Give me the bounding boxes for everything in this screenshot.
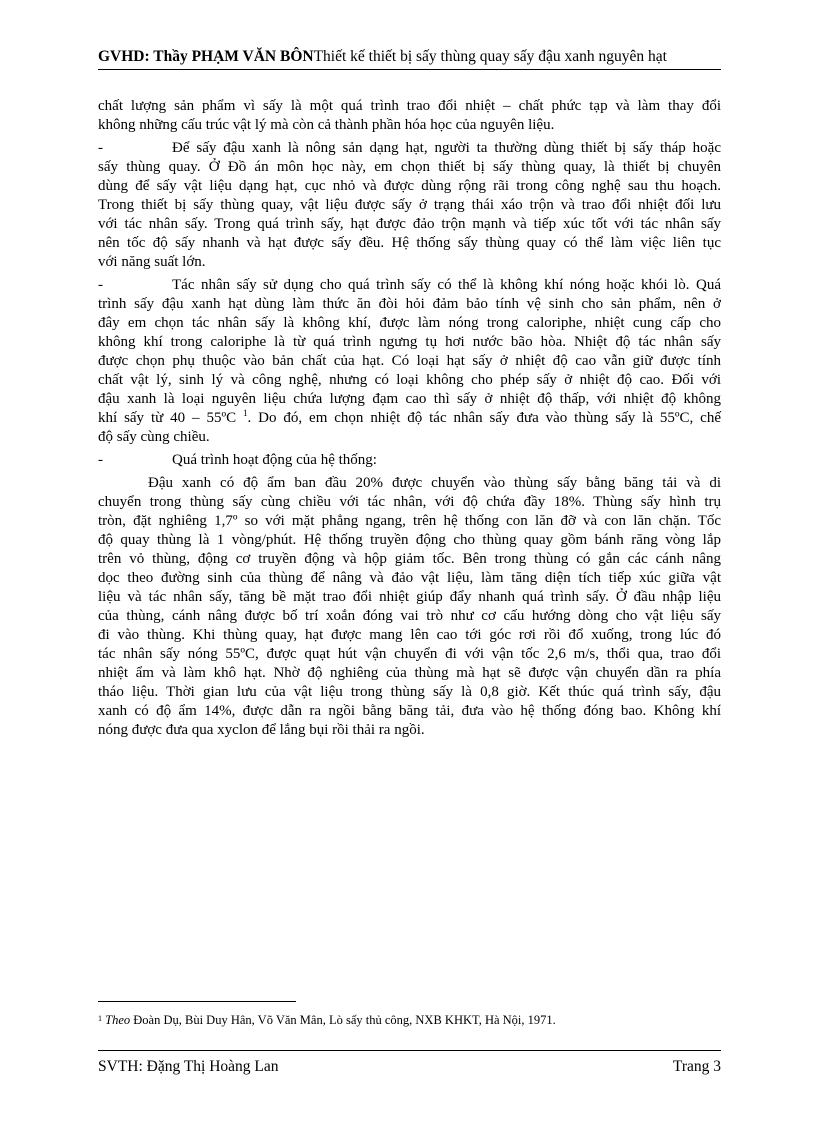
text-line: sấy thùng quay. Ở Đồ án môn học này, em chọn thiết bị sấy thùng quay, là thiết bị chuyên [98, 159, 721, 175]
text-line: của thùng, cánh nâng được bố trí xoắn đóng vai trò như cơ cấu hướng dòng cho vật liệu sấy [98, 608, 721, 624]
text-line: chuyển trong thùng sấy cùng chiều với tác nhân, với độ chứa đầy 18%. Thùng sấy hình trụ [98, 494, 721, 510]
text-line: đậu xanh là loại nguyên liệu chứa lượng đạm cao thì sấy ở nhiệt độ thấp, với nhiệt độ không [98, 391, 721, 407]
text-line: nhiệt ẩm và làm khô hạt. Nhờ độ nghiêng của thùng mà hạt sẽ được vận chuyển dần ra phía [98, 665, 721, 681]
text-line: không khí trong caloriphe là từ quá trình ngưng tụ hơi nước bão hòa. Nhiệt độ tác nhân sấy [98, 334, 721, 350]
page-footer [98, 1058, 721, 1076]
text-line: chất lượng sản phẩm vì sấy là một quá trình trao đổi nhiệt – chất phức tạp và làm thay đổi [98, 98, 721, 114]
document-body [98, 97, 721, 744]
header-supervisor: GVHD: Thầy PHẠM VĂN BÔN [98, 48, 314, 65]
text-line: dùng để sấy vật liệu dạng hạt, cục nhỏ và được dùng rộng rãi trong công nghệ sau thu hoạch. [98, 178, 721, 194]
text-line: không những cấu trúc vật lý mà còn cả thành phần hóa học của nguyên liệu. [98, 117, 555, 133]
paragraph-operation-heading [98, 451, 721, 470]
text-line: với năng suất lớn. [98, 254, 206, 270]
text-line: khí sấy từ 40 – 55ºC $^1$. Do đó, em chọn nhiệt độ tác nhân sấy đưa vào thùng sấy là 55ºC, chế [98, 408, 721, 426]
paragraph-intro [98, 97, 721, 135]
text-line: dọc theo đường sinh của thùng để nâng và đảo vật liệu, làm tăng diện tích tiếp xúc giữa vật [98, 570, 721, 586]
text-line: đi vào thùng. Khi thùng quay, hạt được mang lên cao tới góc rơi rồi đổ xuống, trong lúc đó [98, 627, 721, 643]
text-line: đây em chọn tác nhân sấy là không khí, được làm nóng trong caloriphe, nhiệt cung cấp cho [98, 315, 721, 331]
header-title: Thiết kế thiết bị sấy thùng quay sấy đậu xanh nguyên hạt [313, 48, 667, 65]
text-line: xanh có độ ẩm 14%, được dẫn ra ngồi bằng băng tải, đưa vào hệ thống đóng bao. Không khí [98, 703, 721, 719]
footer-student: SVTH: Đặng Thị Hoàng Lan [98, 1058, 279, 1075]
text-line: tròn, đặt nghiêng 1,7º so với mặt phẳng ngang, trên hệ thống con lăn đỡ và con lăn chặn. Tốc [98, 513, 721, 529]
text-line: độ sấy cùng chiều. [98, 429, 210, 445]
text-line: Quá trình hoạt động của hệ thống: [172, 452, 377, 468]
footnote-separator [98, 1001, 296, 1002]
paragraph-operation [98, 474, 721, 740]
footnote: $^1$ Theo Đoàn Dụ, Bùi Duy Hân, Võ Văn Mân, Lò sấy thủ công, NXB KHKT, Hà Nội, 1971. [98, 1013, 556, 1027]
text-line: trên vỏ thùng, động cơ truyền động và hộp giảm tốc. Bên trong thùng có gắn các cánh nâng [98, 551, 721, 567]
text-line: với tác nhân sấy. Trong quá trình sấy, hạt được đảo trộn mạnh và tiếp xúc tốt với tác nhân sấy [98, 216, 721, 232]
footer-separator [98, 1050, 721, 1051]
text-line: được chọn phụ thuộc vào bản chất của hạt. Có loại hạt sấy ở nhiệt độ cao vẫn giữ được tính [98, 353, 721, 369]
text-line: độ quay thùng là 1 vòng/phút. Hệ thống truyền động cho thùng quay gồm bánh răng vòng lắp [98, 532, 721, 548]
page-number: Trang 3 [672, 1058, 721, 1075]
text-line: Trong thiết bị sấy thùng quay, vật liệu được sấy ở trạng thái xáo trộn và trao đổi nhiệt đối lưu [98, 197, 721, 213]
text-line: tháo liệu. Thời gian lưu của vật liệu trong thùng sấy là 0,8 giờ. Kết thúc quá trình sấy, đậu [98, 684, 721, 700]
text-line: chất vật lý, sinh lý và công nghệ, nhưng có loại không cho phép sấy ở nhiệt độ cao. Đối với [98, 372, 721, 388]
text-line: Đậu xanh có độ ẩm ban đầu 20% được chuyển vào thùng sấy bằng băng tải và di [148, 475, 721, 491]
bullet-dash: - [98, 452, 103, 468]
bullet-dash: - [98, 140, 103, 156]
paragraph-drying-agent [98, 276, 721, 447]
text-line: trình sấy đậu xanh hạt dùng làm thức ăn đòi hỏi đảm bảo tính vệ sinh cho sản phẩm, nên ở [98, 296, 721, 312]
text-line: liệu và tác nhân sấy, tăng bề mặt trao đổi nhiệt giúp đẩy nhanh quá trình sấy. Ở đầu nhập liệu [98, 589, 721, 605]
paragraph-dryer-choice [98, 139, 721, 272]
text-line: tác nhân sấy nóng 55ºC, được quạt hút vận chuyển đi với vận tốc 2,6 m/s, thổi qua, trao đổi [98, 646, 721, 662]
bullet-dash: - [98, 277, 103, 293]
page-header [98, 48, 721, 70]
text-line: nóng được đưa qua xyclon để lắng bụi rồi thải ra ngồi. [98, 722, 425, 738]
text-line: Để sấy đậu xanh là nông sản dạng hạt, người ta thường dùng thiết bị sấy tháp hoặc [172, 140, 721, 156]
text-line: Tác nhân sấy sử dụng cho quá trình sấy có thể là không khí nóng hoặc khói lò. Quá [172, 277, 721, 293]
footnote-ref[interactable]: 1 [243, 408, 248, 418]
text-line: nên tốc độ sấy nhanh và hạt được sấy đều. Hệ thống sấy thùng quay có thể làm việc liên tục [98, 235, 721, 251]
